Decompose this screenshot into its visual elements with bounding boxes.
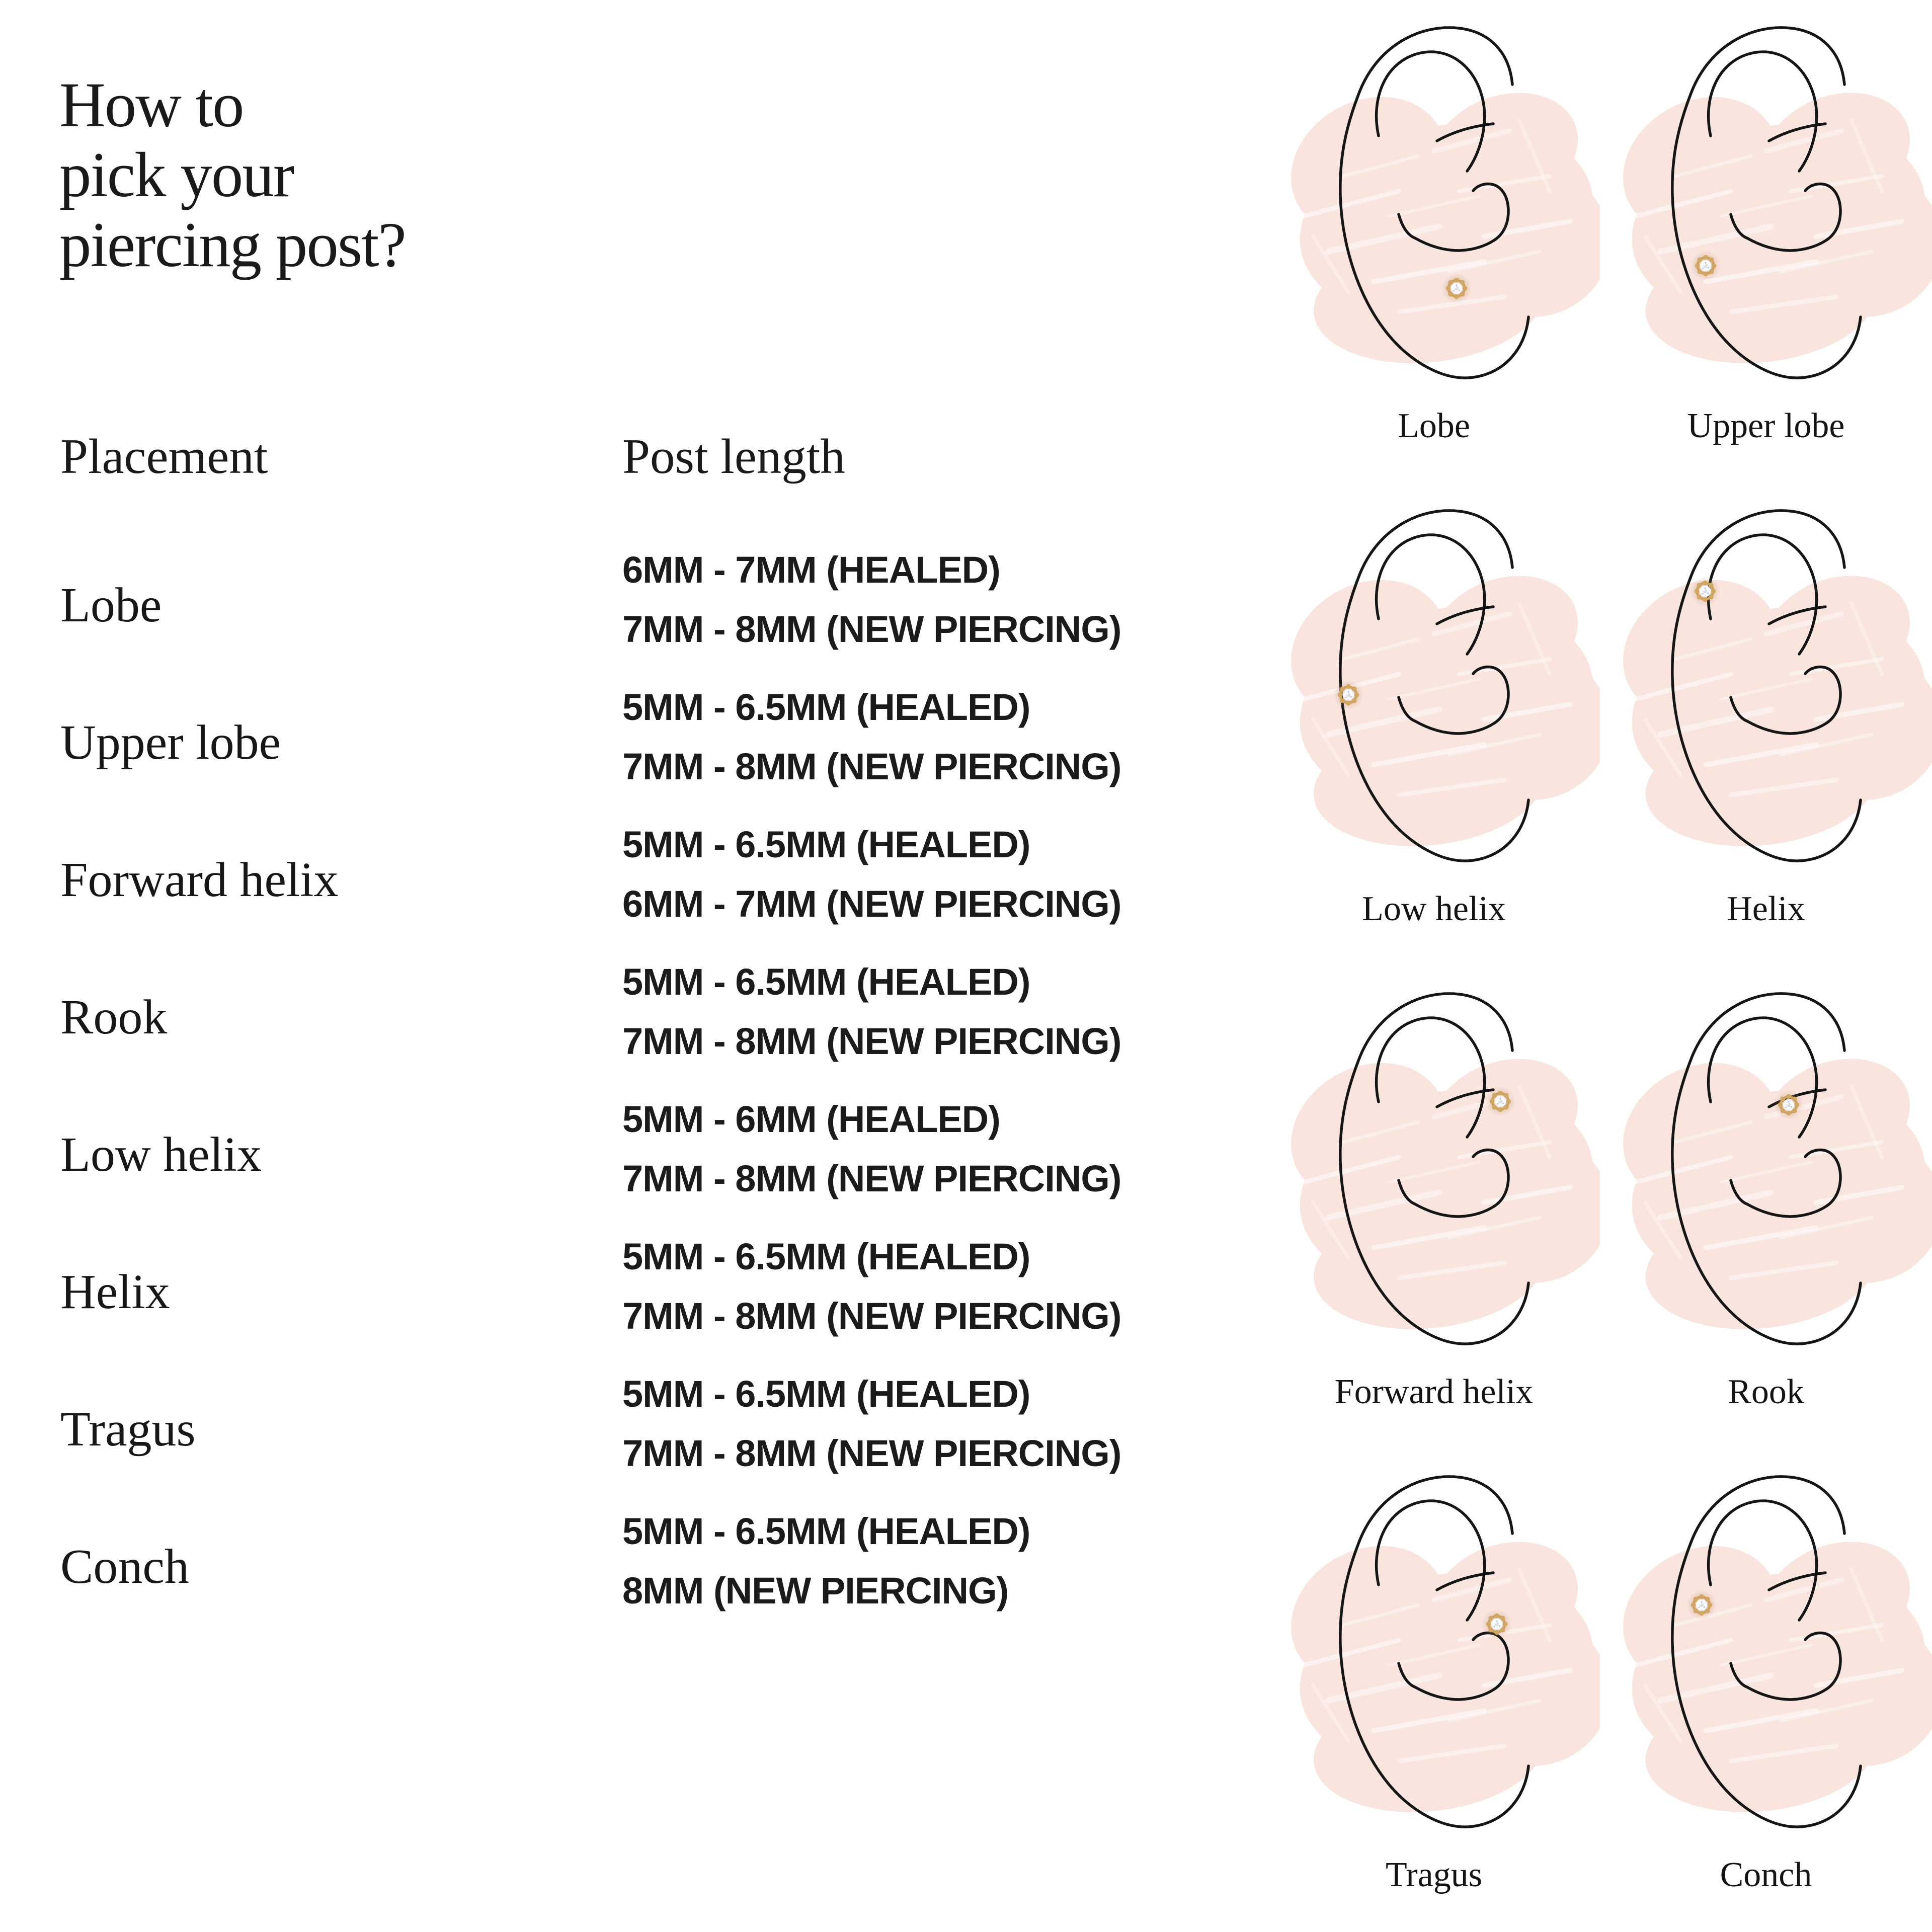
placement-column-header: Placement (60, 429, 268, 484)
ear-diagram-upper-lobe (1600, 0, 1932, 483)
placement-label: Lobe (60, 578, 162, 632)
post-length-new: 7MM - 8MM (NEW PIERCING) (622, 1432, 1121, 1474)
ear-diagram-grid (1268, 0, 1932, 1932)
post-length-new: 7MM - 8MM (NEW PIERCING) (622, 746, 1121, 787)
ear-diagram-lobe (1268, 0, 1600, 483)
placement-label: Forward helix (60, 853, 339, 907)
post-length-healed: 5MM - 6.5MM (HEALED) (622, 1510, 1030, 1552)
ear-diagram-label: Lobe (1398, 407, 1470, 445)
placement-label: Rook (60, 990, 168, 1044)
post-length-new: 7MM - 8MM (NEW PIERCING) (622, 1020, 1121, 1062)
piercing-stud-icon (1690, 576, 1720, 606)
table-row (0, 1373, 1268, 1507)
table-row (0, 1238, 1268, 1370)
piercing-stud-icon (1482, 1609, 1512, 1639)
page-title-line1: How to (59, 70, 244, 140)
post-length-healed: 5MM - 6.5MM (HEALED) (622, 1236, 1030, 1277)
table-row (0, 826, 1268, 958)
post-length-new: 7MM - 8MM (NEW PIERCING) (622, 1295, 1121, 1337)
table-row (0, 686, 1268, 821)
placement-label: Conch (60, 1540, 189, 1594)
page-title (59, 70, 406, 280)
post-length-healed: 5MM - 6.5MM (HEALED) (622, 824, 1030, 865)
post-length-healed: 5MM - 6MM (HEALED) (622, 1098, 1000, 1140)
ear-diagram-label: Upper lobe (1687, 407, 1845, 445)
ear-diagram-forward-helix (1268, 966, 1600, 1449)
ear-diagram-label: Helix (1727, 890, 1805, 928)
post-length-new: 6MM - 7MM (NEW PIERCING) (622, 883, 1121, 925)
ear-diagram-low-helix (1268, 483, 1600, 966)
ear-diagram-tragus (1268, 1449, 1600, 1932)
post-length-healed: 6MM - 7MM (HEALED) (622, 549, 1000, 591)
piercing-stud-icon (1333, 680, 1363, 710)
page-title-line2: pick your (59, 140, 294, 210)
ear-diagram-label: Conch (1720, 1856, 1812, 1894)
table-row (0, 1098, 1268, 1233)
post-length-column-header: Post length (622, 429, 845, 484)
piercing-stud-icon (1691, 251, 1721, 281)
table-row (0, 963, 1268, 1095)
post-length-new: 7MM - 8MM (NEW PIERCING) (622, 608, 1121, 650)
post-length-new: 8MM (NEW PIERCING) (622, 1570, 1009, 1612)
ear-diagram-helix (1600, 483, 1932, 966)
ear-diagram-rook (1600, 966, 1932, 1449)
post-length-healed: 5MM - 6.5MM (HEALED) (622, 961, 1030, 1003)
post-length-healed: 5MM - 6.5MM (HEALED) (622, 686, 1030, 728)
piercing-stud-icon (1686, 1590, 1717, 1620)
ear-diagram-label: Rook (1728, 1373, 1804, 1411)
placement-label: Low helix (60, 1128, 262, 1182)
page-title-line3: piercing post? (59, 210, 406, 280)
ear-diagram-label: Forward helix (1334, 1373, 1534, 1411)
post-length-healed: 5MM - 6.5MM (HEALED) (622, 1373, 1030, 1415)
table-row (0, 551, 1268, 683)
table-row (0, 1510, 1268, 1645)
piercing-stud-icon (1441, 273, 1472, 303)
ear-diagram-label: Low helix (1362, 890, 1506, 928)
ear-diagram-conch (1600, 1449, 1932, 1932)
placement-label: Upper lobe (60, 715, 281, 770)
piercing-stud-icon (1774, 1090, 1804, 1120)
placement-label: Helix (60, 1265, 170, 1319)
piercing-stud-icon (1485, 1086, 1515, 1116)
post-length-new: 7MM - 8MM (NEW PIERCING) (622, 1158, 1121, 1199)
placement-label: Tragus (60, 1402, 196, 1457)
ear-diagram-label: Tragus (1386, 1856, 1482, 1894)
